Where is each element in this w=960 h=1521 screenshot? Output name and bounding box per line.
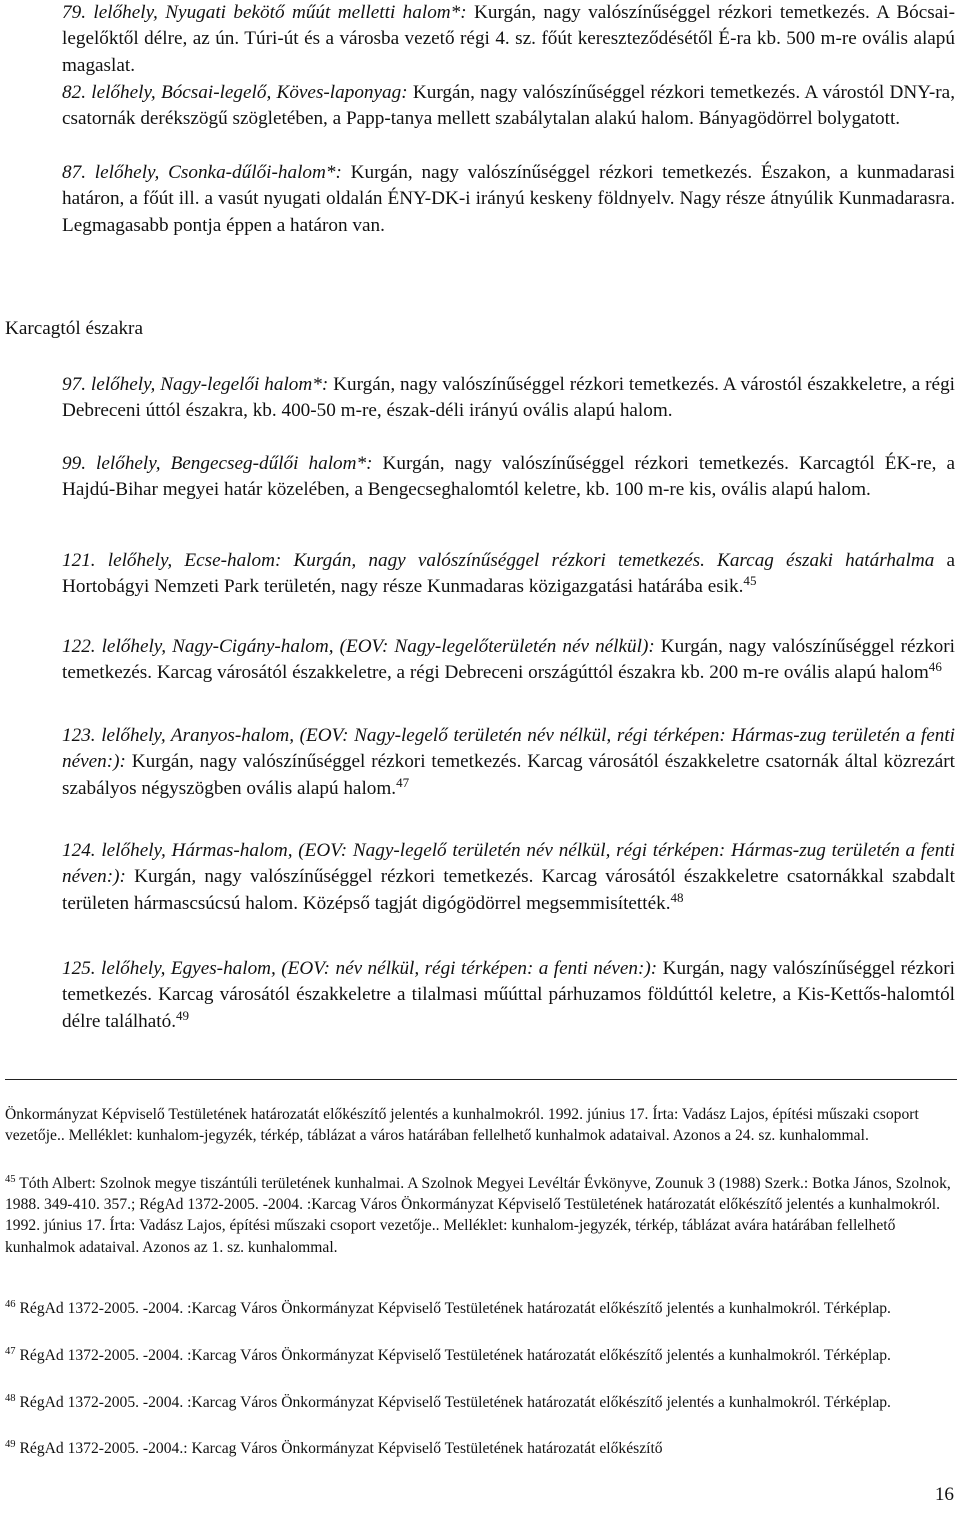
site-entry-123-text: Kurgán, nagy valószínűséggel rézkori temetkezés. Karcag városától északkeletre csatornák által közrezárt szabályos négyszögben ovális alapú halom. — [62, 751, 955, 799]
site-entry-87 — [62, 160, 955, 239]
site-entry-79-title: 79. lelőhely, Nyugati bekötő műút melletti halom*: — [62, 2, 467, 23]
footnote-47 — [5, 1345, 955, 1366]
footnote-number: 48 — [5, 1393, 16, 1405]
site-entry-123-title: 123. lelőhely, Aranyos-halom, (EOV: Nagy-legelő területén név nélkül, régi térképen: Hármas-zug területén a fenti néven:): — [62, 725, 955, 773]
footnote-46 — [5, 1298, 955, 1319]
footnote-text: RégAd 1372-2005. -2004.: Karcag Város Önkormányzat Képviselő Testületének határozatát előkészítő — [15, 1440, 663, 1457]
site-entry-121-text: a Hortobágyi Nemzeti Park területén, nagy része Kunmadaras közigazgatási határába esik. — [62, 550, 955, 598]
site-entry-121 — [62, 548, 955, 601]
footnote-49 — [5, 1438, 955, 1459]
site-entry-122 — [62, 634, 955, 687]
site-entry-99-title: 99. lelőhely, Bengecseg-dűlői halom*: — [62, 453, 373, 474]
site-entry-97-text: Kurgán, nagy valószínűséggel rézkori temetkezés. A várostól északkeletre, a régi Debreceni úttól északra, kb. 400-50 m-re, észak-déli irányú ovális alapú halom. — [62, 374, 955, 422]
site-entry-87-text: Kurgán, nagy valószínűséggel rézkori temetkezés. Északon, a kunmadarasi határon, a főút ill. a vasút nyugati oldalán ÉNY-DK-i irányú keskeny földnyelv. Nagy része átnyúlik Kunmadarasra. Legmagasabb pontja éppen a határon van. — [62, 162, 955, 236]
footnote-text: Tóth Albert: Szolnok megye tiszántúli területének kunhalmai. A Szolnok Megyei Levéltár Évkönyve, Zounuk 3 (1988) Szerk.: Botka János, Szolnok, 1988. 349-410. 357.; RégAd 1372-2005. -2004. :Karcag Város Önkormányzat Képviselő Testületének határozatát előkészítő jelentés a kunhalmokról. 1992. június 17. Írta: Vadász Lajos, építési műszaki csoport vezetője.. Melléklet: kunhalom-jegyzék, térkép, táblázat avára határában fellelhető kunhalmok adataival. Azonos az 1. sz. kunhalommal. — [5, 1175, 951, 1256]
site-entry-79-text: Kurgán, nagy valószínűséggel rézkori temetkezés. A Bócsai-legelőktől délre, az ún. Túri-út és a városba vezető régi 4. sz. főút kereszteződésétől É-ra kb. 500 m-re ovális alapú magaslat. — [62, 2, 955, 76]
footnote-48 — [5, 1392, 955, 1413]
site-entry-122-text: Kurgán, nagy valószínűséggel rézkori temetkezés. Karcag városától északkeletre, a régi Debreceni országúttól északra kb. 200 m-re ovális alapú halom — [62, 636, 955, 684]
footnote-continued — [5, 1104, 955, 1146]
footnote-ref-47: 47 — [396, 774, 410, 790]
site-entry-99 — [62, 451, 955, 504]
footnote-number: 49 — [5, 1439, 16, 1451]
footnote-separator — [5, 1079, 957, 1080]
footnote-ref-45: 45 — [743, 573, 757, 589]
footnote-number: 47 — [5, 1346, 16, 1358]
site-entry-97 — [62, 372, 955, 425]
site-entry-125-title: 125. lelőhely, Egyes-halom, (EOV: név nélkül, régi térképen: a fenti néven:): — [62, 958, 658, 979]
site-entry-82 — [62, 80, 955, 133]
footnote-continued-text: Önkormányzat Képviselő Testületének határozatát előkészítő jelentés a kunhalmokról. 1992. június 17. Írta: Vadász Lajos, építési műszaki csoport vezetője.. Melléklet: kunhalom-jegyzék, térkép, táblázat a város határában fellelhető kunhalmok adataival. Azonos a 24. sz. kunhalommal. — [5, 1106, 919, 1145]
site-entry-125 — [62, 956, 955, 1035]
footnote-45 — [5, 1173, 955, 1258]
site-entry-87-title: 87. lelőhely, Csonka-dűlői-halom*: — [62, 162, 342, 183]
site-entry-122-title: 122. lelőhely, Nagy-Cigány-halom, (EOV: Nagy-legelőterületén név nélkül): — [62, 636, 655, 657]
site-entry-123 — [62, 723, 955, 802]
site-entry-121-title: 121. lelőhely, Ecse-halom: Kurgán, nagy valószínűséggel rézkori temetkezés. Karcag északi határhalma — [62, 550, 935, 571]
footnote-ref-49: 49 — [176, 1007, 190, 1023]
site-entry-125-text: Kurgán, nagy valószínűséggel rézkori temetkezés. Karcag városától északkeletre a tilalmasi műúttal párhuzamos földúttól keletre, a Kis-Kettős-halomtól délre található. — [62, 958, 955, 1032]
footnote-text: RégAd 1372-2005. -2004. :Karcag Város Önkormányzat Képviselő Testületének határozatát előkészítő jelentés a kunhalmokról. Térképlap. — [15, 1300, 891, 1317]
page-number: 16 — [934, 1484, 954, 1505]
site-entry-124-text: Kurgán, nagy valószínűséggel rézkori temetkezés. Karcag városától északkeletre csatornákkal szabdalt területen hármascsúcsú halom. Középső tagját digógödörrel megsemmisítették. — [62, 866, 955, 914]
footnote-number: 46 — [5, 1299, 16, 1311]
footnote-number: 45 — [5, 1174, 16, 1186]
footnote-text: RégAd 1372-2005. -2004. :Karcag Város Önkormányzat Képviselő Testületének határozatát előkészítő jelentés a kunhalmokról. Térképlap. — [15, 1394, 891, 1411]
site-entry-99-text: Kurgán, nagy valószínűséggel rézkori temetkezés. Karcagtól ÉK-re, a Hajdú-Bihar megyei határ közelében, a Bengecseghalomtól keletre, kb. 100 m-re kis, ovális alapú halom. — [62, 453, 955, 501]
footnote-ref-46: 46 — [928, 659, 942, 675]
footnote-text: RégAd 1372-2005. -2004. :Karcag Város Önkormányzat Képviselő Testületének határozatát előkészítő jelentés a kunhalmokról. Térképlap. — [15, 1347, 891, 1364]
footnote-ref-48: 48 — [670, 889, 684, 905]
site-entry-79 — [62, 0, 955, 79]
site-entry-124-title: 124. lelőhely, Hármas-halom, (EOV: Nagy-legelő területén név nélkül, régi térképen: Hármas-zug területén a fenti néven:): — [62, 840, 955, 888]
site-entry-82-title: 82. lelőhely, Bócsai-legelő, Köves-laponyag: — [62, 82, 408, 103]
site-entry-97-title: 97. lelőhely, Nagy-legelői halom*: — [62, 374, 329, 395]
site-entry-82-text: Kurgán, nagy valószínűséggel rézkori temetkezés. A várostól DNY-ra, csatornák derékszögű szögletében, a Papp-tanya mellett szabálytalan alakú halom. Bányagödörrel bolygatott. — [62, 82, 955, 130]
site-entry-124 — [62, 838, 955, 917]
section-heading: Karcagtól északra — [5, 318, 143, 339]
